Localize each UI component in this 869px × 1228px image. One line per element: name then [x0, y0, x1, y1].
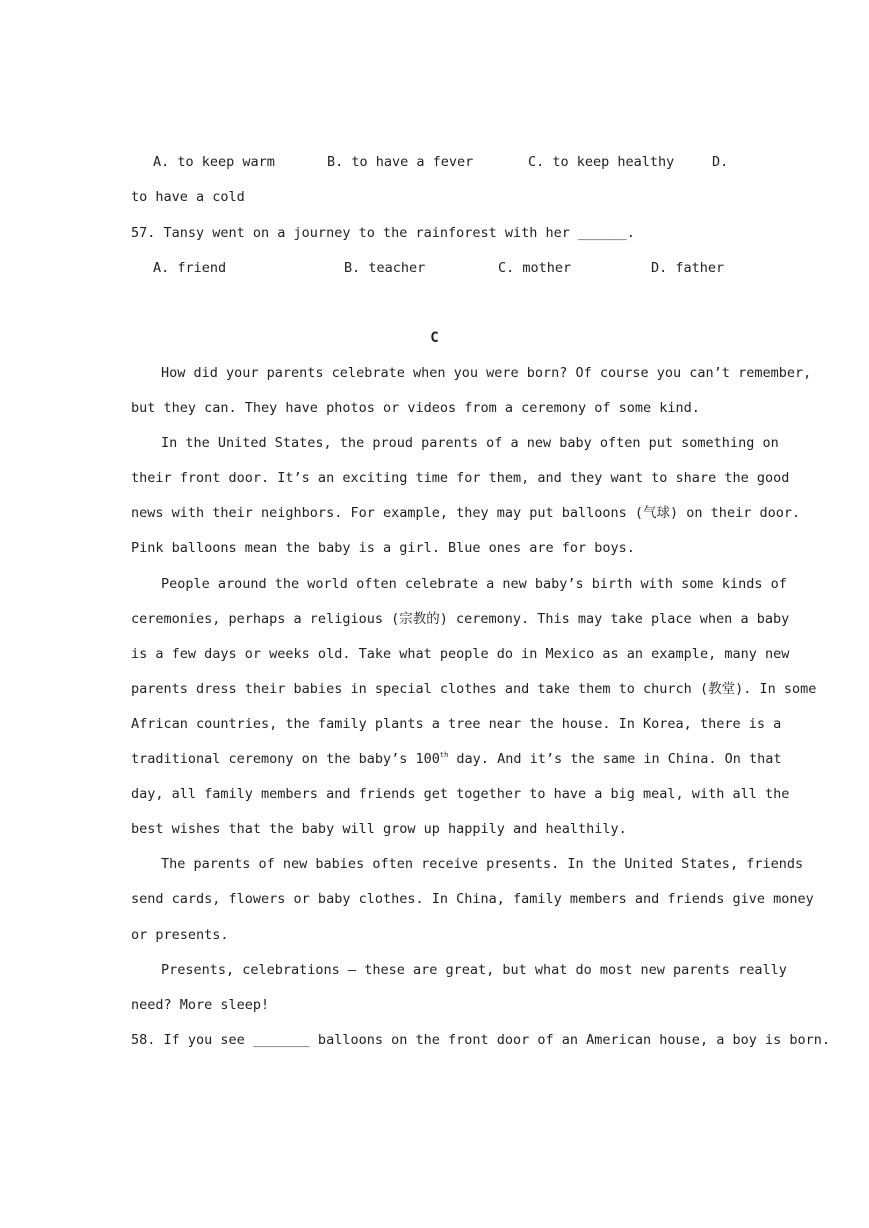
q57-option-b: B. teacher	[344, 260, 426, 276]
passage-line-end: day. And it’s the same in China. On that	[448, 751, 782, 767]
passage-line: day, all family members and friends get together to have a big meal, with all the	[131, 786, 790, 802]
q57-stem: 57. Tansy went on a journey to the rainforest with her ______.	[131, 225, 635, 241]
passage-line: parents dress their babies in special clothes and take them to church (教堂). In some	[131, 681, 817, 697]
q56-option-a: A. to keep warm	[153, 154, 275, 170]
passage-line: is a few days or weeks old. Take what people do in Mexico as an example, many new	[131, 646, 790, 662]
q57-option-a: A. friend	[153, 260, 227, 276]
passage-line: send cards, flowers or baby clothes. In China, family members and friends give money	[131, 891, 814, 907]
passage-line-start: traditional ceremony on the baby’s 100	[131, 751, 440, 767]
passage-line-part	[131, 750, 782, 768]
passage-line: In the United States, the proud parents of a new baby often put something on	[161, 435, 779, 451]
passage-line: African countries, the family plants a tree near the house. In Korea, there is a	[131, 716, 782, 732]
ordinal-suffix: th	[439, 751, 449, 759]
passage-line: How did your parents celebrate when you were born? Of course you can’t remember,	[161, 365, 812, 381]
passage-line-ordinal	[131, 750, 782, 768]
passage-line: The parents of new babies often receive presents. In the United States, friends	[161, 856, 804, 872]
q57-option-c: C. mother	[498, 260, 572, 276]
passage-line: need? More sleep!	[131, 997, 270, 1013]
passage-line: People around the world often celebrate a new baby’s birth with some kinds of	[161, 576, 787, 592]
passage-line: Pink balloons mean the baby is a girl. Blue ones are for boys.	[131, 540, 635, 556]
passage-line: best wishes that the baby will grow up happily and healthily.	[131, 821, 627, 837]
q56-option-b: B. to have a fever	[327, 154, 474, 170]
q56-option-d-continued: to have a cold	[131, 189, 245, 205]
passage-line: news with their neighbors. For example, they may put balloons (气球) on their door.	[131, 505, 801, 521]
passage-line: or presents.	[131, 927, 229, 943]
passage-line: but they can. They have photos or videos from a ceremony of some kind.	[131, 400, 700, 416]
q58-stem: 58. If you see _______ balloons on the front door of an American house, a boy is born.	[131, 1032, 830, 1048]
q56-option-c: C. to keep healthy	[528, 154, 675, 170]
q56-option-d: D.	[712, 154, 729, 170]
q57-option-d: D. father	[651, 260, 725, 276]
passage-line: their front door. It’s an exciting time for them, and they want to share the good	[131, 470, 790, 486]
passage-line: ceremonies, perhaps a religious (宗教的) ceremony. This may take place when a baby	[131, 611, 790, 627]
section-heading: C	[430, 330, 439, 346]
passage-line: Presents, celebrations — these are great, but what do most new parents really	[161, 962, 787, 978]
